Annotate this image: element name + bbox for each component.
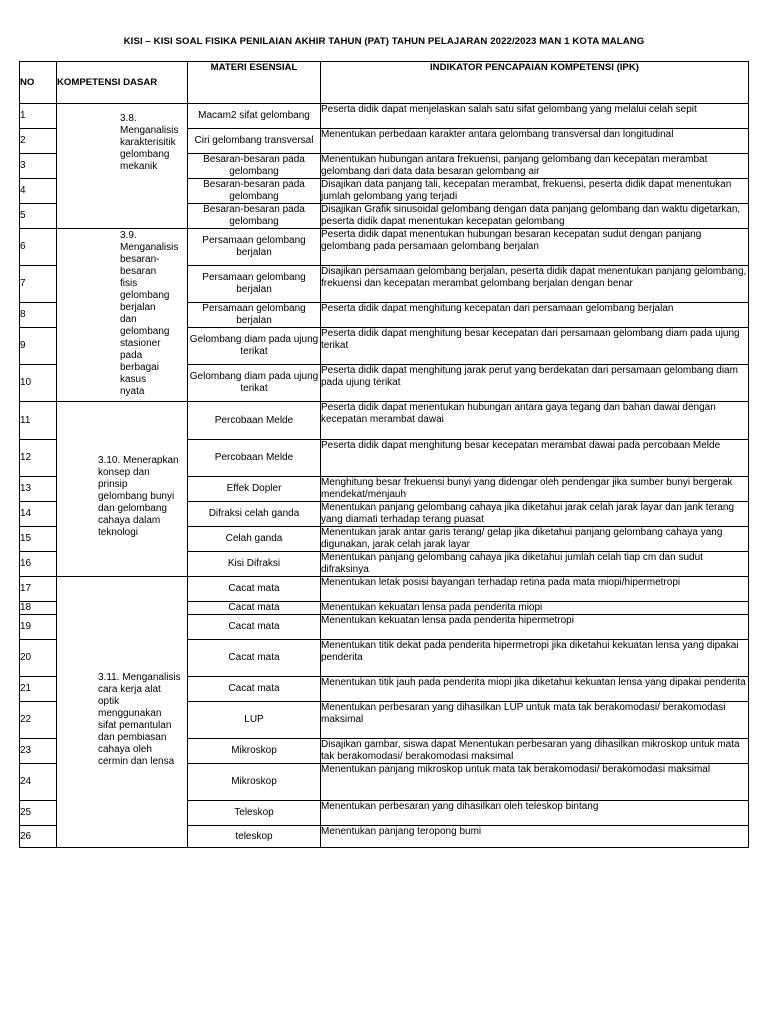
materi-esensial-cell: Ciri gelombang transversal (188, 129, 321, 154)
table-row (20, 577, 749, 602)
kompetensi-dasar-cell (57, 577, 188, 848)
materi-esensial-cell: Cacat mata (188, 640, 321, 677)
materi-esensial-cell: Cacat mata (188, 577, 321, 602)
indikator-cell: Peserta didik dapat menentukan hubungan besaran kecepatan sudut dengan panjang gelombang pada persamaan gelombang berjalan (321, 229, 749, 266)
indikator-cell: Menentukan perbedaan karakter antara gelombang transversal dan longitudinal (321, 129, 749, 154)
materi-esensial-cell: teleskop (188, 826, 321, 848)
indikator-cell: Menentukan panjang gelombang cahaya jika diketahui jarak celah jarak layar dan jank terang yang diamati terhadap terang puasat (321, 502, 749, 527)
materi-esensial-cell: Persamaan gelombang berjalan (188, 303, 321, 328)
row-number: 4 (20, 179, 57, 204)
indikator-cell: Disajikan Grafik sinusoidal gelombang dengan data panjang gelombang dan waktu digetarkan, peserta didik dapat menentukan kecepatan gelombang (321, 204, 749, 229)
kompetensi-dasar-text: 3.10. Menerapkan konsep dan prinsip gelombang bunyi dan gelombang cahaya dalam teknologi (98, 455, 179, 538)
indikator-cell: Menentukan perbesaran yang dihasilkan LUP untuk mata tak berakomodasi/ berakomodasi maksimal (321, 702, 749, 739)
indikator-cell: Menentukan panjang teropong bumi (321, 826, 749, 848)
indikator-cell: Disajikan data panjang tali, kecepatan merambat, frekuensi, peserta didik dapat menentukan jumlah gelombang yang terjadi (321, 179, 749, 204)
row-number: 24 (20, 764, 57, 801)
materi-esensial-cell: Difraksi celah ganda (188, 502, 321, 527)
materi-esensial-cell: Effek Dopler (188, 477, 321, 502)
indikator-cell: Menentukan jarak antar garis terang/ gelap jika diketahui panjang gelombang cahaya yang digunakan, jarak celah jarak layar (321, 527, 749, 552)
indikator-cell: Peserta didik dapat menentukan hubungan antara gaya tegang dan bahan dawai dengan kecepatan merambat dawai (321, 402, 749, 440)
materi-esensial-cell: Persamaan gelombang berjalan (188, 229, 321, 266)
materi-esensial-cell: Mikroskop (188, 739, 321, 764)
indikator-cell: Peserta didik dapat menghitung jarak perut yang berdekatan dari persamaan gelombang diam pada ujung terikat (321, 365, 749, 402)
row-number: 11 (20, 402, 57, 440)
kompetensi-dasar-text: 3.11. Menganalisis cara kerja alat optik menggunakan sifat pemantulan dan pembiasan cahaya oleh cermin dan lensa (98, 672, 181, 767)
materi-esensial-cell: Cacat mata (188, 602, 321, 615)
row-number: 8 (20, 303, 57, 328)
table-header-row (20, 62, 749, 104)
row-number: 17 (20, 577, 57, 602)
indikator-cell: Menentukan kekuatan lensa pada penderita miopi (321, 602, 749, 615)
row-number: 23 (20, 739, 57, 764)
indikator-cell: Peserta didik dapat menghitung besar kecepatan merambat dawai pada percobaan Melde (321, 440, 749, 477)
indikator-cell: Menentukan titik jauh pada penderita miopi jika diketahui kekuatan lensa yang dipakai penderita (321, 677, 749, 702)
row-number: 5 (20, 204, 57, 229)
row-number: 19 (20, 615, 57, 640)
indikator-cell: Menentukan titik dekat pada penderita hipermetropi jika diketahui kekuatan lensa yang dipakai penderita (321, 640, 749, 677)
header-indikator: INDIKATOR PENCAPAIAN KOMPETENSI (IPK) (321, 62, 749, 104)
kompetensi-dasar-cell (57, 402, 188, 577)
materi-esensial-cell: Besaran-besaran pada gelombang (188, 204, 321, 229)
row-number: 22 (20, 702, 57, 739)
materi-esensial-cell: Cacat mata (188, 677, 321, 702)
indikator-cell: Disajikan persamaan gelombang berjalan, peserta didik dapat menentukan panjang gelombang, frekuensi dan kecepatan merambat gelombang berjalan dengan benar (321, 266, 749, 303)
materi-esensial-cell: Persamaan gelombang berjalan (188, 266, 321, 303)
materi-esensial-cell: Kisi Difraksi (188, 552, 321, 577)
header-materi-esensial: MATERI ESENSIAL (188, 62, 321, 104)
table-row (20, 402, 749, 440)
indikator-cell: Peserta didik dapat menghitung kecepatan dari persamaan gelombang berjalan (321, 303, 749, 328)
indikator-cell: Menentukan perbesaran yang dihasilkan oleh teleskop bintang (321, 801, 749, 826)
materi-esensial-cell: Percobaan Melde (188, 402, 321, 440)
row-number: 16 (20, 552, 57, 577)
materi-esensial-cell: Cacat mata (188, 615, 321, 640)
row-number: 10 (20, 365, 57, 402)
materi-esensial-cell: Gelombang diam pada ujung terikat (188, 328, 321, 365)
row-number: 18 (20, 602, 57, 615)
materi-esensial-cell: Mikroskop (188, 764, 321, 801)
indikator-cell: Menentukan panjang gelombang cahaya jika diketahui jumlah celah tiap cm dan sudut difraksinya (321, 552, 749, 577)
row-number: 21 (20, 677, 57, 702)
kompetensi-dasar-cell (57, 229, 188, 402)
materi-esensial-cell: Gelombang diam pada ujung terikat (188, 365, 321, 402)
row-number: 9 (20, 328, 57, 365)
table-body (20, 104, 749, 848)
materi-esensial-cell: Percobaan Melde (188, 440, 321, 477)
row-number: 20 (20, 640, 57, 677)
indikator-cell: Peserta didik dapat menjelaskan salah satu sifat gelombang yang melalui celah sepit (321, 104, 749, 129)
indikator-cell: Menentukan kekuatan lensa pada penderita hipermetropi (321, 615, 749, 640)
row-number: 25 (20, 801, 57, 826)
kompetensi-dasar-text: 3.9. Menganalisis besaran-besaran fisis gelombang berjalan dan gelombang stasioner pada berbagai kasus nyata (120, 230, 179, 397)
materi-esensial-cell: Teleskop (188, 801, 321, 826)
row-number: 7 (20, 266, 57, 303)
row-number: 13 (20, 477, 57, 502)
indikator-cell: Menghitung besar frekuensi bunyi yang didengar oleh pendengar jika sumber bunyi bergerak mendekat/menjauh (321, 477, 749, 502)
row-number: 2 (20, 129, 57, 154)
materi-esensial-cell: Celah ganda (188, 527, 321, 552)
document-title: KISI – KISI SOAL FISIKA PENILAIAN AKHIR TAHUN (PAT) TAHUN PELAJARAN 2022/2023 MAN 1 KOTA MALANG (123, 36, 645, 47)
row-number: 12 (20, 440, 57, 477)
table-row (20, 104, 749, 129)
indikator-cell: Disajikan gambar, siswa dapat Menentukan perbesaran yang dihasilkan mikroskop untuk mata tak berakomodasi/ berakomodasi maksimal (321, 739, 749, 764)
row-number: 15 (20, 527, 57, 552)
indikator-cell: Menentukan panjang mikroskop untuk mata tak berakomodasi/ berakomodasi maksimal (321, 764, 749, 801)
kisi-kisi-table (19, 61, 749, 848)
indikator-cell: Peserta didik dapat menghitung besar kecepatan dari persamaan gelombang diam pada ujung terikat (321, 328, 749, 365)
kompetensi-dasar-cell (57, 104, 188, 229)
row-number: 3 (20, 154, 57, 179)
indikator-cell: Menentukan hubungan antara frekuensi, panjang gelombang dan kecepatan merambat gelombang dari data data besaran gelombang air (321, 154, 749, 179)
row-number: 1 (20, 104, 57, 129)
materi-esensial-cell: Besaran-besaran pada gelombang (188, 154, 321, 179)
indikator-cell: Menentukan letak posisi bayangan terhadap retina pada mata miopi/hipermetropi (321, 577, 749, 602)
materi-esensial-cell: LUP (188, 702, 321, 739)
kompetensi-dasar-text: 3.8. Menganalisis karakterisitik gelombang mekanik (120, 113, 179, 172)
materi-esensial-cell: Macam2 sifat gelombang (188, 104, 321, 129)
row-number: 14 (20, 502, 57, 527)
table-row (20, 229, 749, 266)
row-number: 6 (20, 229, 57, 266)
materi-esensial-cell: Besaran-besaran pada gelombang (188, 179, 321, 204)
header-kompetensi-dasar: KOMPETENSI DASAR (57, 62, 188, 104)
header-no: NO (20, 62, 57, 104)
row-number: 26 (20, 826, 57, 848)
